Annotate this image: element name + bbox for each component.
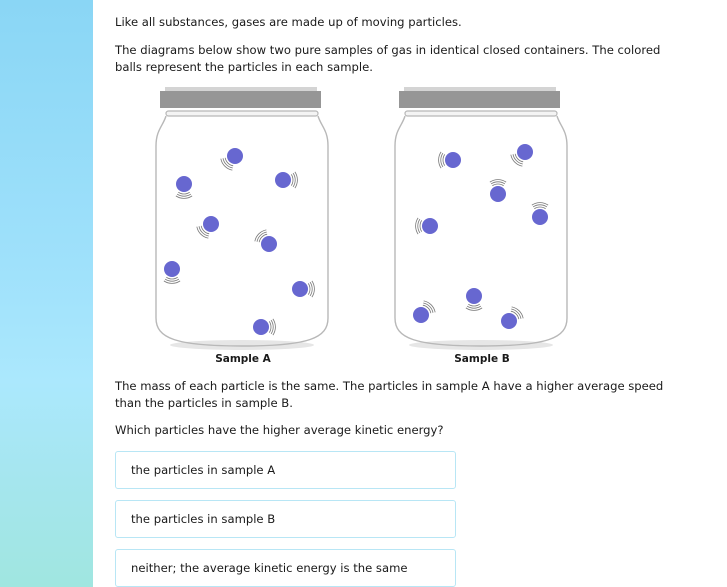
- gas-particle: [255, 230, 277, 252]
- particle-ball: [227, 148, 243, 164]
- gas-particle: [197, 216, 219, 238]
- gas-particle: [416, 218, 438, 234]
- gas-particle: [439, 152, 461, 168]
- answer-option-label: the particles in sample B: [131, 512, 276, 526]
- particle-ball: [445, 152, 461, 168]
- answer-option-sample-b[interactable]: [115, 500, 456, 538]
- jar-base-shadow: [170, 340, 314, 350]
- particle-ball: [261, 236, 277, 252]
- gas-particle: [292, 281, 314, 297]
- gas-particle: [164, 261, 180, 283]
- sample-b-label: Sample B: [454, 353, 510, 365]
- particle-ball: [422, 218, 438, 234]
- side-decoration-strip: [0, 0, 93, 587]
- gas-particle: [511, 144, 533, 166]
- gas-particle: [466, 288, 482, 310]
- motion-line: [269, 321, 271, 332]
- gas-particle: [221, 148, 243, 170]
- motion-line: [468, 304, 479, 306]
- particle-ball: [501, 313, 517, 329]
- answer-option-label: neither; the average kinetic energy is the same: [131, 561, 408, 575]
- answer-option-sample-a[interactable]: [115, 451, 456, 489]
- jar-lid: [160, 91, 321, 108]
- jar-rim: [405, 111, 557, 116]
- jar-rim: [166, 111, 318, 116]
- motion-line: [291, 174, 293, 185]
- particle-ball: [292, 281, 308, 297]
- motion-line: [420, 220, 422, 231]
- particle-ball: [275, 172, 291, 188]
- gas-particle: [501, 307, 523, 329]
- jar-sample-a: [156, 87, 328, 350]
- intro-text: Like all substances, gases are made up of moving particles.: [115, 15, 462, 29]
- gas-particle: [532, 203, 548, 225]
- facts-text: The mass of each particle is the same. The particles in sample A have a higher average speed than the particles in sample B.: [115, 379, 664, 410]
- particle-ball: [176, 176, 192, 192]
- motion-line: [166, 277, 177, 279]
- particle-ball: [466, 288, 482, 304]
- particle-ball: [517, 144, 533, 160]
- gas-particle: [490, 180, 506, 202]
- jar-base-shadow: [409, 340, 553, 350]
- particle-ball: [253, 319, 269, 335]
- particle-ball: [413, 307, 429, 323]
- answer-option-label: the particles in sample A: [131, 463, 276, 477]
- jar-outline: [156, 116, 328, 346]
- motion-line: [443, 154, 445, 165]
- jar-sample-b: [395, 87, 567, 350]
- motion-line: [492, 184, 503, 186]
- answer-option-neither[interactable]: [115, 549, 456, 587]
- description-text: The diagrams below show two pure samples of gas in identical closed containers. The colored balls represent the particles in each sample.: [115, 43, 661, 74]
- gas-particle: [176, 176, 192, 198]
- gas-particle: [413, 301, 435, 323]
- question-text: Which particles have the higher average kinetic energy?: [115, 423, 444, 437]
- particle-ball: [203, 216, 219, 232]
- sample-a-label: Sample A: [215, 353, 271, 365]
- jar-lid: [399, 91, 560, 108]
- motion-line: [534, 207, 545, 209]
- motion-line: [308, 283, 310, 294]
- motion-line: [178, 192, 189, 194]
- particle-ball: [164, 261, 180, 277]
- gas-particle: [275, 172, 297, 188]
- particle-ball: [532, 209, 548, 225]
- jars-diagram: [115, 0, 705, 360]
- particle-ball: [490, 186, 506, 202]
- gas-particle: [253, 319, 275, 335]
